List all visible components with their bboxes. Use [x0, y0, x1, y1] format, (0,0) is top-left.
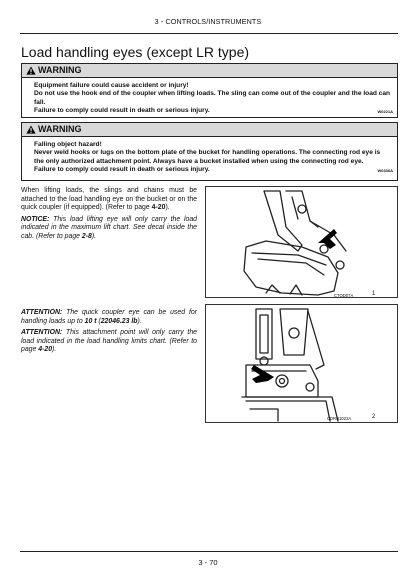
- warning-text-2: Never weld hooks or lugs on the bottom plate of the bucket for handling operations. The connecting rod eye is the only authorized attachment point. Always have a bucket installed when using the connecting rod eye.: [34, 149, 381, 165]
- figure-number-1: 1: [372, 291, 376, 297]
- warning-code-2: W0336A: [377, 168, 393, 174]
- page-header: 3 - CONTROLS/INSTRUMENTS: [154, 17, 262, 26]
- warning-text-1: Do not use the hook end of the coupler when lifting loads. The sling can come out of the coupler and the load can fall.: [34, 90, 391, 106]
- warning-heading-1: Equipment failure could cause accident or injury!: [34, 82, 189, 89]
- attention-paragraph-1: ATTENTION: The quick coupler eye can be used for handling loads up to 10 t (22046.23 lb).: [21, 309, 197, 325]
- figure-code-1: CTOD07A: [334, 293, 354, 298]
- warning-box-1: [21, 63, 398, 118]
- page-ref-link[interactable]: 4-20: [151, 204, 166, 212]
- attention-label: ATTENTION:: [21, 309, 63, 316]
- warning-body-2: [22, 137, 397, 178]
- page-ref-link[interactable]: 4-20: [38, 346, 53, 354]
- notice-label: NOTICE:: [21, 215, 50, 223]
- arrow-icon: [251, 365, 274, 383]
- warning-header-2: [22, 123, 397, 137]
- header-rule: [20, 33, 398, 34]
- warning-header-1: [22, 64, 397, 78]
- attention-paragraph-2: ATTENTION: This attachment point will only carry the load indicated in the load handling limits chart. (Refer to page 4-20).: [21, 329, 197, 354]
- text-column-bottom: [21, 309, 197, 358]
- page-number: 3 - 70: [198, 558, 218, 567]
- figure-number-2: 2: [372, 414, 376, 420]
- warning-label-1: WARNING: [38, 65, 82, 75]
- warning-box-2: [21, 122, 398, 181]
- page-ref-link[interactable]: 2-8: [81, 232, 92, 240]
- warning-triangle-icon: [26, 66, 36, 75]
- warning-heading-2: Falling object hazard!: [34, 141, 102, 148]
- warning-code-1: W0221A: [377, 109, 393, 115]
- warning-body-1: [22, 78, 397, 119]
- figure-code-2: CDRD1022A: [327, 416, 352, 421]
- warning-label-2: WARNING: [38, 124, 82, 134]
- bucket-illustration: [206, 187, 397, 297]
- attention-label: ATTENTION:: [21, 329, 63, 337]
- page-title: Load handling eyes (except LR type): [21, 44, 250, 60]
- figure-bucket-lifting-eye: [205, 186, 398, 298]
- figure-quick-coupler-eye: [205, 304, 398, 423]
- coupler-illustration: [206, 305, 397, 422]
- notice-paragraph: NOTICE: This load lifting eye will only carry the load indicated in the maximum lift chart. See decal inside the cab. (Refer to page 2-8).: [21, 215, 197, 240]
- text-column-top: [21, 187, 197, 245]
- paragraph-lifting: When lifting loads, the slings and chains must be attached to the load handling eye on the bucket or on the quick coupler (if equipped). (Refer to page 4-20).: [21, 187, 197, 212]
- warning-triangle-icon: [26, 125, 36, 134]
- footer-rule: [20, 551, 398, 552]
- warning-consequence-1: Failure to comply could result in death or serious injury.: [34, 107, 210, 115]
- warning-consequence-2: Failure to comply could result in death or serious injury.: [34, 166, 210, 174]
